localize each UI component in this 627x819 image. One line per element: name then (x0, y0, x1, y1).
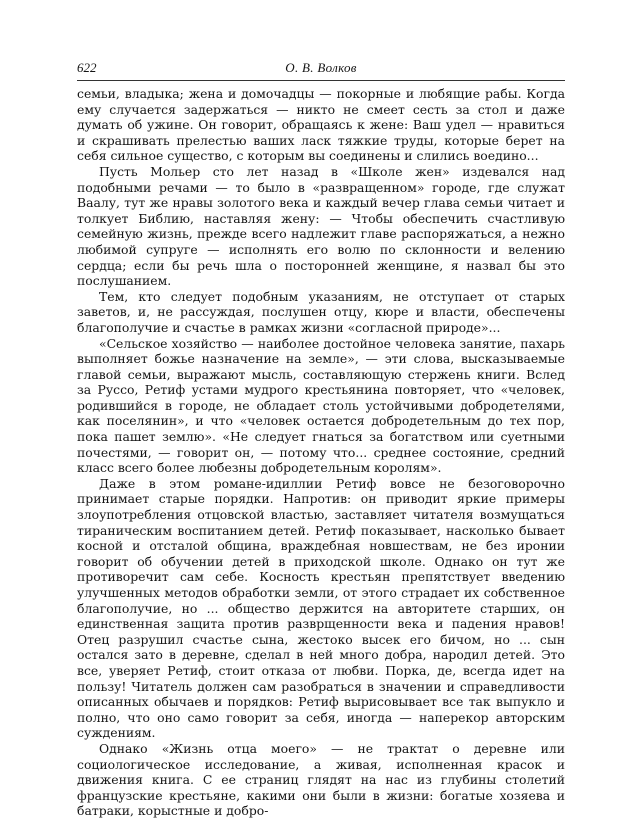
running-title: О. В. Волков (285, 60, 357, 75)
page-header (77, 56, 565, 78)
page-number: 622 (77, 60, 97, 75)
paragraph: Однако «Жизнь отца моего» — не трактат о деревне или социологическое исследование, а живая, исполненная красок и движения книга. С ее страниц глядят на нас из глубины столетий французские крестьяне, какими они были в жизни: богатые хозяева и батраки, корыстные и добро- (77, 740, 565, 819)
book-page (77, 56, 565, 819)
paragraph: Даже в этом романе-идиллии Ретиф вовсе не безоговорочно принимает старые порядки. Напротив: он приводит яркие примеры злоупотребления отцовской властью, заставляет читателя возмущаться тираническим воспитанием детей. Ретиф показывает, насколько бывает косной и отсталой община, враждебная новшествам, не без иронии говорит об обучении детей в приходской школе. Однако он тут же противоречит сам себе. Косность крестьян препятствует введению улучшенных методов обработки земли, от этого страдает их собственное благополучие, но ... общество держится на авторитете старших, он единственная защита против разврщенности века и падения нравов! Отец разрушил счастье сына, жестоко высек его бичом, но ... сын остался зато в деревне, сделал в ней много добра, народил детей. Это все, уверяет Ретиф, стоит отказа от любви. Порка, де, всегда идет на пользу! Читатель должен сам разобраться в значении и справедливости описанных обычаев и порядков: Ретиф вырисовывает все так выпукло и полно, что оно само говорит за себя, иногда — наперекор авторским суждениям. (77, 475, 565, 741)
paragraph: «Сельское хозяйство — наиболее достойное человека занятие, пахарь выполняет божье назначение на земле», — эти слова, высказываемые главой семьи, выражают мысль, составляющую стержень книги. Вслед за Руссо, Ретиф устами мудрого крестьянина повторяет, что «человек, родившийся в городе, не обладает столь устойчивыми добродетелями, как поселянин», и что «человек остается добродетельным до тех пор, пока пашет землю». «Не следует гнаться за богатством или суетными почестями, — говорит он, — потому что... среднее состояние, средний класс всего более любезны добродетельным королям». (77, 335, 565, 476)
paragraph: семьи, владыка; жена и домочадцы — покорные и любящие рабы. Когда ему случается задержаться — никто не смеет сесть за стол и даже думать об ужине. Он говорит, обращаясь к жене: Ваш удел — нравиться и скрашивать прелестью ваших ласк тяжкие труды, которые берет на себя сильное существо, с которым вы соединены и слились воедино... (77, 86, 565, 164)
paragraph: Тем, кто следует подобным указаниям, не отступает от старых заветов, и, не рассуждая, послушен отцу, кюре и власти, обеспечены благополучие и счастье в рамках жизни «согласной природе»... (77, 288, 565, 335)
paragraph: Пусть Мольер сто лет назад в «Школе жен» издевался над подобными речами — то было в «развращенном» городе, где служат Ваалу, тут же нравы золотого века и каждый вечер глава семьи читает и толкует Библию, наставляя жену: — Чтобы обеспечить счастливую семейную жизнь, прежде всего надлежит главе распоряжаться, а нежно любимой супруге — исполнять его волю по склонности и велению сердца; если бы речь шла о посторонней женщине, я назвал бы это послушанием. (77, 163, 565, 289)
header-rule (77, 80, 565, 81)
body-text (77, 86, 565, 819)
